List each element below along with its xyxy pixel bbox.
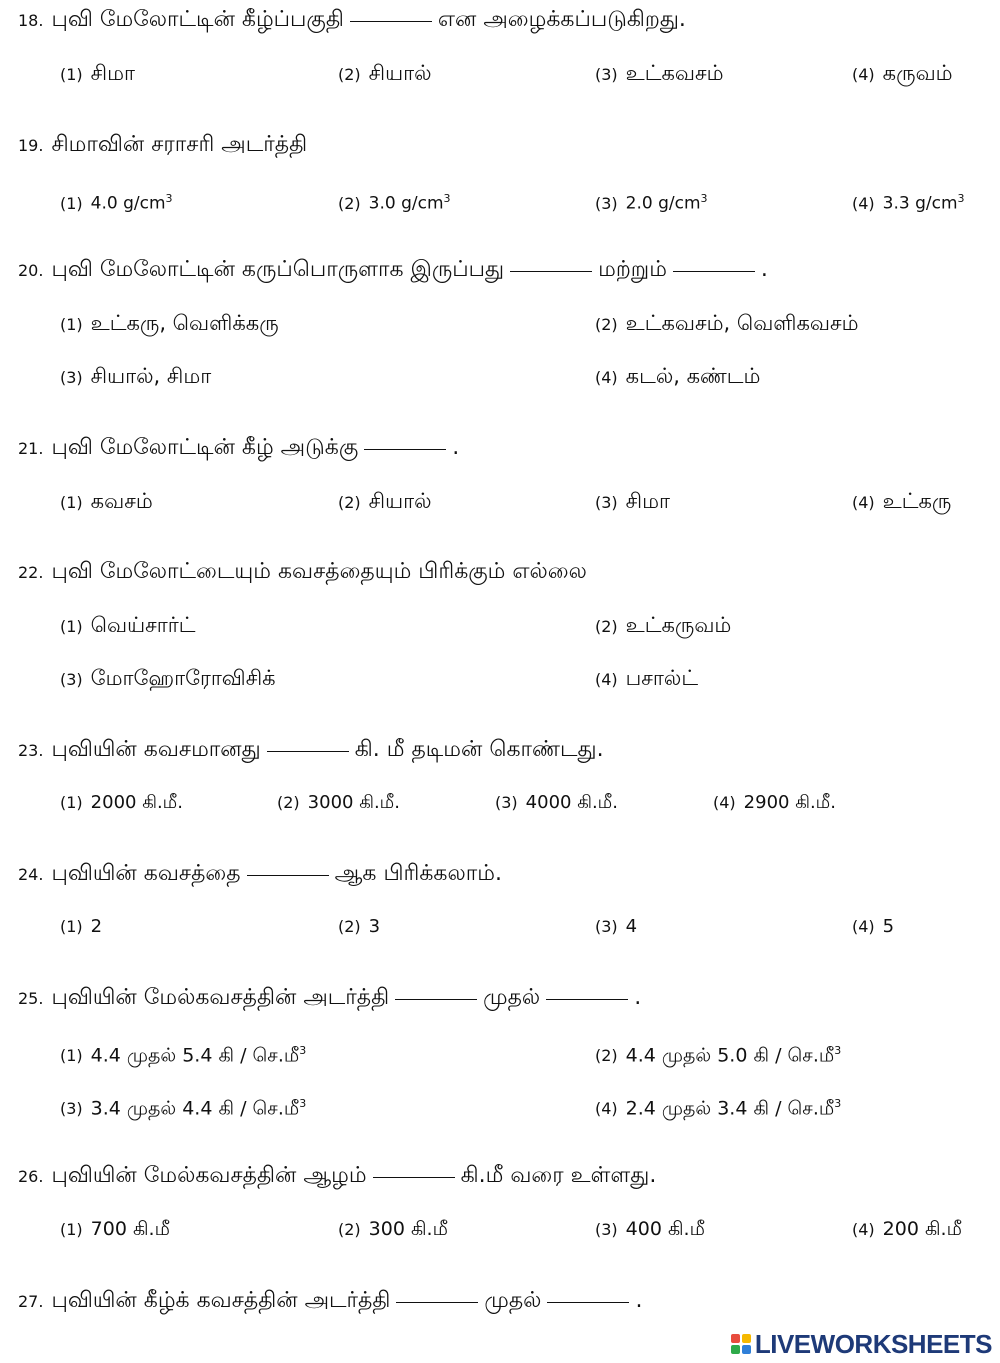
answer-blank [546, 998, 628, 1000]
answer-blank [547, 1301, 629, 1303]
option-3: (3) 3.4 முதல் 4.4 கி / செ.மீ$^3$ [60, 1097, 307, 1120]
logo-square [742, 1334, 751, 1343]
option-3: (3) சியால், சிமா [60, 364, 212, 388]
answer-blank [247, 874, 329, 876]
logo-text: LIVEWORKSHEETS [754, 1328, 992, 1359]
question-number: 19. [18, 136, 44, 155]
logo-square [742, 1345, 751, 1354]
question-number: 24. [18, 865, 44, 884]
option-1: (1) வெய்சார்ட் [60, 613, 196, 637]
logo-squares-icon [731, 1334, 751, 1354]
logo-square [731, 1345, 740, 1354]
question-text: புவி மேலோட்டின் கீழ் அடுக்கு [51, 435, 359, 460]
option-3: (3) 4000 கி.மீ. [495, 792, 618, 813]
question-text: புவி மேலோட்டின் கீழ்ப்பகுதி [51, 7, 344, 32]
option-3: (3) 400 கி.மீ [595, 1218, 705, 1240]
question-number: 23. [18, 741, 44, 760]
option-3: (3) உட்கவசம் [595, 61, 724, 85]
option-1: (1) 4.0 $g/cm^3$ [60, 192, 173, 214]
question-text: புவி மேலோட்டையும் கவசத்தையும் பிரிக்கும் எல்லை [51, 559, 587, 584]
option-4: (4) கடல், கண்டம் [595, 364, 761, 388]
option-4: (4) உட்கரு [852, 489, 952, 513]
option-1: (1) சிமா [60, 61, 135, 85]
question-text: புவியின் கீழ்க் கவசத்தின் அடர்த்தி [51, 1288, 391, 1313]
option-4: (4) 5 [852, 916, 895, 937]
question-text: புவி மேலோட்டின் கருப்பொருளாக இருப்பது [51, 257, 505, 282]
worksheet-page: 18. புவி மேலோட்டின் கீழ்ப்பகுதி என அழைக்கப்படுகிறது. (1) சிமா (2) சியால் (3) உட்கவசம் (4) கருவம் 19. சிமாவின் சராசரி அடர்த்தி (1) 4.0 $g/cm^3$ (2) 3.0 $g/cm^3$ (3) 2.0 $g/cm^3$ (4) 3.3 $g/cm^3$ 20. புவி மேலோட்டின் கருப்பொருளாக இருப்பது மற்றும் . (1) உட்கரு, வெளிக்கரு (2) உட்கவசம், வெளிகவசம் (3) சியால், சிமா (4) கடல், கண்டம் 21. புவி மேலோட்டின் கீழ் அடுக்கு . (1) கவசம் (2) சியால் (3) சிமா (4) உட்கரு 22. புவி மேலோட்டையும் கவசத்தையும் பிரிக்கும் எல்லை (1) வெய்சார்ட் (2) உட்கருவம் (3) மோஹோரோவிசிக் (4) பசால்ட் 23. புவியின் கவசமானது கி. மீ தடிமன் கொண்டது. (1) 2000 கி.மீ. (2) 3000 கி.மீ. (3) 4000 கி.மீ. (4) 2900 கி.மீ. 24. புவியின் கவசத்தை ஆக பிரிக்கலாம். (1) 2 (2) 3 (3) 4 (4) 5 25. புவியின் மேல்கவசத்தின் அடர்த்தி முதல் . (1) 4.4 முதல் 5.4 கி / செ.மீ$^3$ (2) 4.4 முதல் 5.0 கி / செ.மீ$^3$ (3) 3.4 முதல் 4.4 கி / செ.மீ$^3$ (4) 2.4 முதல் 3.4 கி / செ.மீ$^3$ 26. புவியின் மேல்கவசத்தின் ஆழம் கி.மீ வரை உள்ளது. (1) 700 கி.மீ (2) 300 கி.மீ (3) 400 கி.மீ (4) 200 கி.மீ 27. புவியின் கீழ்க் கவசத்தின் அடர்த்தி முதல் . LIVEWORKSHEETS [18, 7, 992, 1359]
question-number: 18. [18, 11, 44, 30]
question-text: புவியின் கவசத்தை [51, 861, 241, 886]
option-3: (3) மோஹோரோவிசிக் [60, 666, 276, 690]
option-1: (1) 2000 கி.மீ. [60, 792, 183, 813]
option-1: (1) 2 [60, 916, 103, 937]
question-number: 21. [18, 439, 44, 458]
answer-blank [673, 270, 755, 272]
option-2: (2) சியால் [338, 489, 432, 513]
option-4: (4) 2900 கி.மீ. [713, 792, 836, 813]
question-number: 27. [18, 1292, 44, 1311]
option-4: (4) 3.3 $g/cm^3$ [852, 192, 965, 214]
option-3: (3) 2.0 $g/cm^3$ [595, 192, 708, 214]
option-2: (2) உட்கருவம் [595, 613, 732, 637]
option-4: (4) 200 கி.மீ [852, 1218, 962, 1240]
option-3: (3) சிமா [595, 489, 670, 513]
option-3: (3) 4 [595, 916, 638, 937]
logo-square [731, 1334, 740, 1343]
option-1: (1) 4.4 முதல் 5.4 கி / செ.மீ$^3$ [60, 1044, 307, 1067]
question-text: புவியின் மேல்கவசத்தின் ஆழம் [51, 1163, 367, 1188]
option-2: (2) சியால் [338, 61, 432, 85]
answer-blank [267, 750, 349, 752]
option-4: (4) பசால்ட் [595, 666, 699, 690]
question-number: 22. [18, 563, 44, 582]
option-2: (2) 300 கி.மீ [338, 1218, 448, 1240]
option-1: (1) உட்கரு, வெளிக்கரு [60, 311, 279, 335]
option-1: (1) 700 கி.மீ [60, 1218, 170, 1240]
question-number: 25. [18, 989, 44, 1008]
option-2: (2) 3000 கி.மீ. [277, 792, 400, 813]
question-text: புவியின் கவசமானது [51, 737, 261, 762]
question-text: மற்றும் [598, 257, 667, 282]
question-text: என அழைக்கப்படுகிறது. [437, 7, 686, 32]
option-2: (2) உட்கவசம், வெளிகவசம் [595, 311, 859, 335]
option-4: (4) 2.4 முதல் 3.4 கி / செ.மீ$^3$ [595, 1097, 842, 1120]
answer-blank [395, 998, 477, 1000]
answer-blank [373, 1176, 455, 1178]
question-text: சிமாவின் சராசரி அடர்த்தி [51, 132, 308, 157]
question-text: ஆக பிரிக்கலாம். [334, 861, 502, 886]
answer-blank [510, 270, 592, 272]
option-4: (4) கருவம் [852, 61, 953, 85]
question-text: கி.மீ வரை உள்ளது. [460, 1163, 657, 1188]
liveworksheets-logo[interactable] [731, 1329, 992, 1359]
option-2: (2) 3 [338, 916, 381, 937]
question-text: கி. மீ தடிமன் கொண்டது. [354, 737, 604, 762]
answer-blank [396, 1301, 478, 1303]
question-number: 20. [18, 261, 44, 280]
option-2: (2) 4.4 முதல் 5.0 கி / செ.மீ$^3$ [595, 1044, 842, 1067]
question-text: புவியின் மேல்கவசத்தின் அடர்த்தி [51, 985, 390, 1010]
answer-blank [364, 448, 446, 450]
question-text: முதல் [483, 985, 541, 1010]
question-text: முதல் [484, 1288, 542, 1313]
question-number: 26. [18, 1167, 44, 1186]
option-2: (2) 3.0 $g/cm^3$ [338, 192, 451, 214]
answer-blank [350, 20, 432, 22]
option-1: (1) கவசம் [60, 489, 153, 513]
